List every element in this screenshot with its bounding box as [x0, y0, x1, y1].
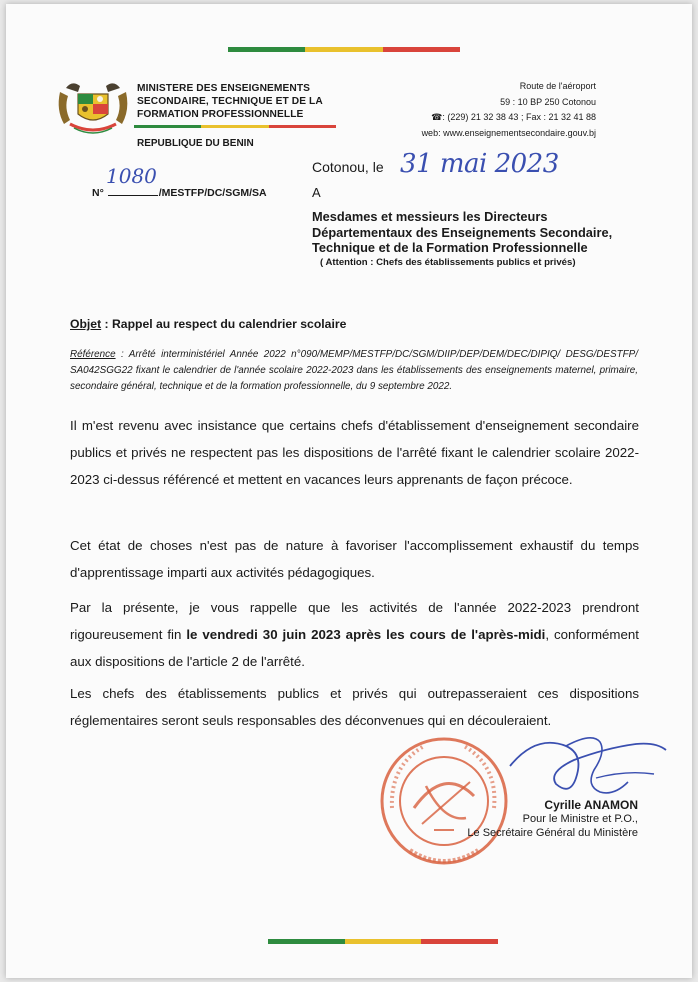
- reference-paragraph: Référence : Arrêté interministériel Année 2022 n°090/MEMP/MESTFP/DC/SGM/DIIP/DEP/DEM/DEC/DIPIQ/ DESG/DESTFP/ SA042SGG22 fixant le calendrier de l'année scolaire 2022-2023 dans les établissements des enseignements maternel, primaire, secondaire général, technique et de la formation professionnelle, du 9 septembre 2022.: [70, 349, 638, 392]
- signer-line-1: Pour le Ministre et P.O.,: [522, 813, 638, 825]
- handwritten-number: 1080: [106, 164, 157, 188]
- signer-block: [467, 798, 638, 840]
- republic-label: REPUBLIQUE DU BENIN: [137, 138, 254, 149]
- ministry-divider: [134, 125, 336, 128]
- flag-stripe-bottom: [268, 939, 498, 944]
- benin-coat-of-arms-icon: [56, 80, 130, 138]
- to-label: A: [312, 185, 321, 200]
- signer-name: Cyrille ANAMON: [544, 798, 638, 812]
- subject-line: Objet : Rappel au respect du calendrier scolaire: [70, 317, 347, 331]
- ministry-name: MINISTERE DES ENSEIGNEMENTS SECONDAIRE, TECHNIQUE ET DE LA FORMATION PROFESSIONNELLE: [137, 83, 323, 120]
- body-paragraph-3: Par la présente, je vous rappelle que les activités de l'année 2022-2023 prendront rigoureusement fin le vendredi 30 juin 2023 après les cours de l'après-midi, conformément aux dispositions de l'article 2 de l'arrêté.: [70, 600, 639, 669]
- contact-address: Route de l'aéroport: [519, 81, 596, 91]
- flag-stripe-top: [228, 47, 460, 52]
- body-paragraph-4: Les chefs des établissements publics et privés qui outrepasseraient ces dispositions réglementaires seront seuls responsables des déconvenues qui en découleraient.: [70, 686, 639, 728]
- handwritten-date: 31 mai 2023: [400, 149, 559, 179]
- body-paragraph-2: Cet état de choses n'est pas de nature à favoriser l'accomplissement exhaustif du temps d'apprentissage imparti aux activités pédagogiques.: [70, 538, 639, 580]
- official-stamp-icon: [374, 726, 514, 876]
- city-label: Cotonou, le: [312, 159, 384, 175]
- contact-block: [422, 79, 596, 141]
- body-paragraph-1: Il m'est revenu avec insistance que certains chefs d'établissement d'enseignement secondaire publics et privés ne respectent pas les dispositions de l'arrêté fixant le calendrier scolaire 2022-2023 ci-dessus référencé et mettent en vacances leurs apprenants de façon précoce.: [70, 418, 639, 487]
- letter-reference-number: N° /MESTFP/DC/SGM/SA: [92, 187, 267, 199]
- contact-phone: ☎: (229) 21 32 38 43 ; Fax : 21 32 41 88: [431, 112, 596, 122]
- contact-web: web: www.enseignementsecondaire.gouv.bj: [421, 127, 596, 138]
- attention-note: ( Attention : Chefs des établissements publics et privés): [320, 257, 576, 268]
- addressee-block: Mesdames et messieurs les Directeurs Départementaux des Enseignements Secondaire, Technique et de la Formation Professionnelle: [312, 209, 613, 255]
- signer-line-2: Le Secrétaire Général du Ministère: [467, 827, 638, 839]
- contact-po-box: 59 : 10 BP 250 Cotonou: [500, 96, 596, 107]
- letter-page: [6, 4, 692, 978]
